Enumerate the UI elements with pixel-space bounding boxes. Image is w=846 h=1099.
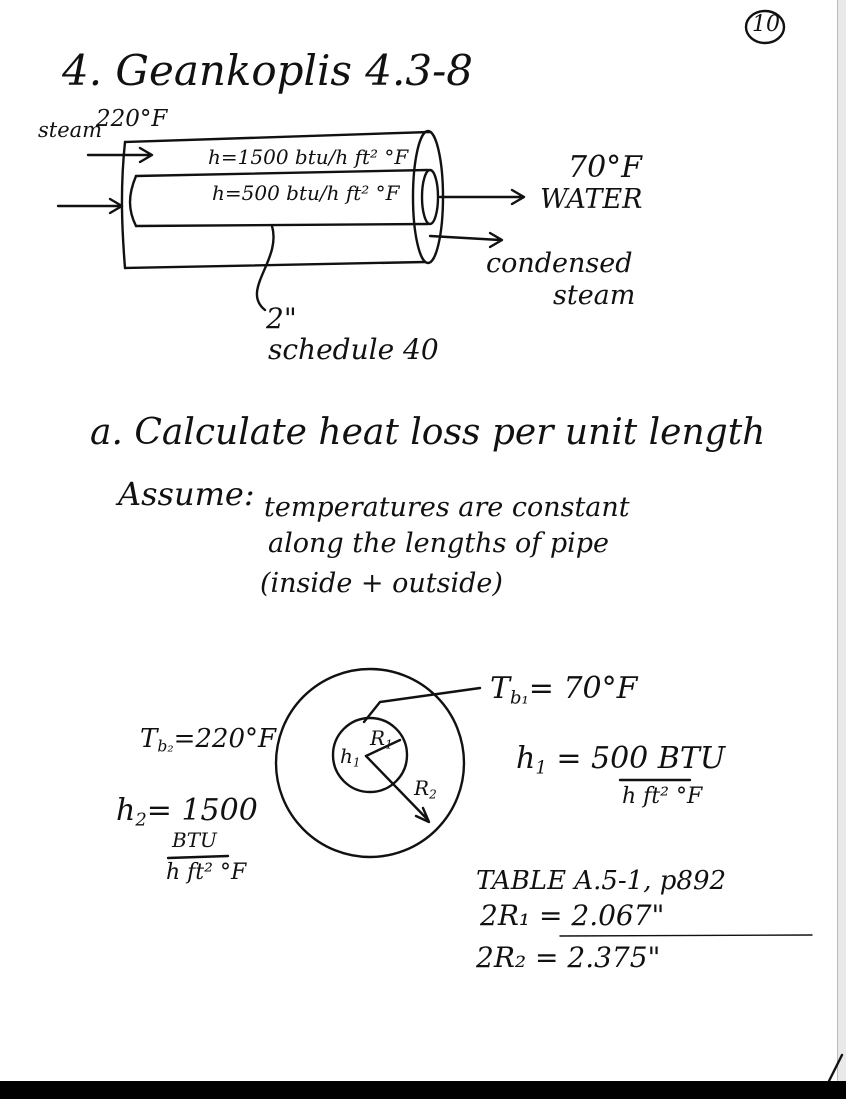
tb2-label: $T_{b_2}=220^\circ F$ (140, 724, 277, 756)
r1-symbol: R (370, 726, 386, 750)
page-number: 10 (752, 12, 780, 37)
water-temperature: 70°F (568, 150, 642, 185)
scan-bottom-band (0, 1081, 846, 1099)
part-a-text: a. Calculate heat loss per unit length (90, 412, 766, 453)
inner-pipe-top (136, 170, 428, 176)
problem-heading: 4. Geankoplis 4.3-8 (62, 46, 474, 95)
h2-value: = 1500 (146, 793, 258, 828)
tb1-value: = 70°F (528, 671, 638, 706)
steam-label: steam (38, 118, 103, 142)
condensed-steam-label: steam (553, 280, 636, 311)
schedule-leader (257, 226, 274, 310)
outer-circle (276, 669, 464, 857)
table-underline (560, 935, 812, 936)
h1-inner-label: $h_1$ (340, 744, 361, 770)
assume-label: Assume: (118, 475, 255, 513)
schedule-label: schedule 40 (268, 333, 439, 366)
h2-units-bottom: h ft² °F (166, 860, 247, 885)
r2-symbol: R (414, 776, 430, 800)
r1-label: $R_1$ (370, 726, 393, 752)
condensed-label: condensed (486, 248, 633, 279)
inner-pipe-end (422, 170, 438, 224)
table-reference: TABLE A.5-1, p892 (476, 866, 727, 896)
outer-pipe-bottom (125, 262, 425, 268)
underline-h2 (168, 856, 228, 858)
tb2-value: =220°F (173, 724, 277, 754)
h1-symbol: h (340, 744, 353, 768)
inner-pipe-left (130, 176, 136, 226)
water-outlet-arrow (440, 190, 524, 204)
inner-pipe-bottom (136, 224, 428, 226)
outer-pipe-top (125, 132, 430, 142)
assume-line-3: (inside + outside) (260, 568, 503, 599)
h1-value-label: $h_1 = 500$ BTU (516, 741, 726, 779)
h2-value-label: $h_2= 1500$ (116, 793, 258, 831)
pipe-size-label: 2" (266, 302, 297, 335)
water-inlet-arrow (58, 199, 122, 213)
inner-h-label: h=500 btu/h ft² °F (212, 181, 400, 205)
h1-value: = 500 BTU (556, 741, 726, 776)
diameter-outer: 2R₂ = 2.375" (476, 941, 661, 974)
h1-units: h ft² °F (622, 784, 703, 809)
steam-inlet-arrow (88, 148, 152, 162)
page-corner (828, 1055, 842, 1083)
outer-h-label: h=1500 btu/h ft² °F (208, 145, 409, 169)
h2-units-top: BTU (172, 828, 217, 852)
assume-line-1: temperatures are constant (264, 492, 630, 523)
r2-label: $R_2$ (414, 776, 437, 802)
steam-temperature: 220°F (96, 106, 168, 132)
diameter-inner: 2R₁ = 2.067" (480, 899, 665, 932)
water-label: WATER (540, 184, 643, 215)
tb1-label: $T_{b_1}= 70^\circ F$ (490, 671, 638, 709)
assume-line-2: along the lengths of pipe (268, 528, 610, 559)
tb1-leader (364, 688, 480, 722)
